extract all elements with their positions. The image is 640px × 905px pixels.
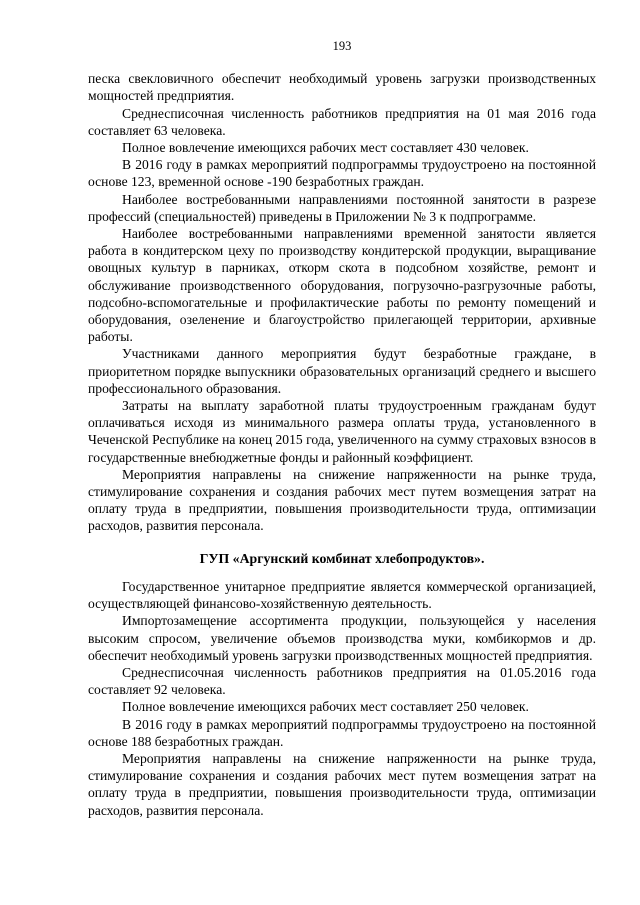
paragraph: В 2016 году в рамках мероприятий подпрограммы трудоустроено на постоянной основе 188 безработных граждан. [88, 716, 596, 749]
paragraph: Затраты на выплату заработной платы трудоустроенным гражданам будут оплачиваться исходя из минимального размера оплаты труда, установленного в Чеченской Республике на конец 2015 года, увеличенного на сумму страховых взносов в государственные внебюджетные фонды и районный коэффициент. [88, 398, 596, 465]
document-page [88, 38, 596, 819]
paragraph: Наиболее востребованными направлениями постоянной занятости в разрезе профессий (специальностей) приведены в Приложении № 3 к подпрограмме. [88, 191, 596, 224]
paragraph: Полное вовлечение имеющихся рабочих мест составляет 430 человек. [122, 140, 529, 156]
paragraph: Мероприятия направлены на снижение напряженности на рынке труда, стимулирование сохранения и создания рабочих мест путем возмещения затрат на оплату труда в предприятии, повышения производительности труда, оптимизации расходов, развития персонала. [88, 466, 596, 534]
paragraph: Участниками данного мероприятия будут безработные граждане, в приоритетном порядке выпускники образовательных организаций среднего и высшего профессионального образования. [88, 346, 596, 396]
paragraph: Мероприятия направлены на снижение напряженности на рынке труда, стимулирование сохранения и создания рабочих мест путем возмещения затрат на оплату труда в предприятии, повышения производительности труда, оптимизации расходов, развития персонала. [88, 750, 596, 818]
section-heading: ГУП «Аргунский комбинат хлебопродуктов». [199, 550, 485, 566]
paragraph: Импортозамещение ассортимента продукции, пользующейся у населения высоким спросом, увеличение объемов производства муки, комбикормов и др. обеспечит необходимый уровень загрузки производственных мощностей предприятия. [88, 613, 596, 663]
page-number: 193 [332, 39, 352, 53]
paragraph: песка свекловичного обеспечит необходимый уровень загрузки производственных мощностей предприятия. [88, 71, 596, 104]
paragraph: В 2016 году в рамках мероприятий подпрограммы трудоустроено на постоянной основе 123, временной основе -190 безработных граждан. [88, 157, 596, 190]
paragraph: Полное вовлечение имеющихся рабочих мест составляет 250 человек. [122, 699, 529, 715]
paragraph: Наиболее востребованными направлениями временной занятости является работа в кондитерском цеху по производству кондитерской продукции, выращивание овощных культур в парниках, откорм скота в подсобном хозяйстве, ремонт и обслуживание производственного оборудования, погрузочно-разгрузочные работы, подсобно-вспомогательные и профилактические работы по ремонту помещений и оборудования, озеленение и благоустройство прилегающей территории, архивные работы. [88, 226, 596, 345]
paragraph: Среднесписочная численность работников предприятия на 01.05.2016 года составляет 92 человека. [88, 664, 596, 698]
paragraph: Среднесписочная численность работников предприятия на 01 мая 2016 года составляет 63 человека. [88, 105, 596, 138]
paragraph: Государственное унитарное предприятие является коммерческой организацией, осуществляющей финансово-хозяйственную деятельность. [88, 578, 596, 612]
section-1 [88, 70, 596, 534]
section-2 [88, 578, 596, 819]
